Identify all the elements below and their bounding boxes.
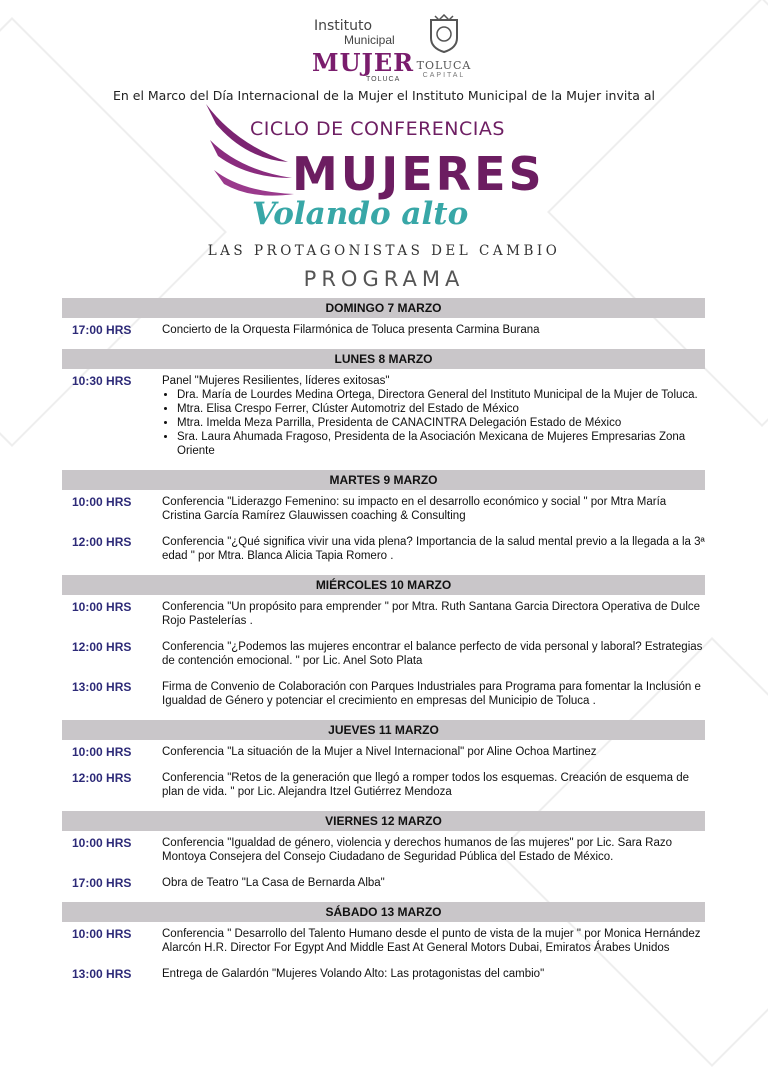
panelist-list	[162, 388, 705, 458]
capital-text: CAPITAL	[422, 72, 466, 79]
instituto-mujer-logo	[302, 18, 415, 88]
event-row	[62, 836, 705, 864]
event-description: Conferencia "¿Podemos las mujeres encontrar el balance perfecto de vida personal y laboral? Estrategias de contención emocional. " por Lic. Anel Soto Plata	[162, 641, 703, 667]
event-description: Obra de Teatro "La Casa de Bernarda Alba"	[162, 877, 385, 889]
event-description: Conferencia "Retos de la generación que llegó a romper todos los esquemas. Creación de esquema de plan de vida. " por Lic. Alejandra Itzel Gutiérrez Mendoza	[162, 772, 690, 798]
event-time: 17:00 HRS	[72, 876, 132, 890]
header-logos	[292, 12, 478, 88]
event-time: 10:00 HRS	[72, 927, 132, 941]
panelist-item: • Mtra. Elisa Crespo Ferrer, Clúster Automotriz del Estado de México	[177, 402, 705, 416]
protagonistas-subtitle: LAS PROTAGONISTAS DEL CAMBIO	[207, 243, 561, 259]
event-description: Conferencia "La situación de la Mujer a Nivel Internacional" por Aline Ochoa Martinez	[162, 746, 597, 758]
event-description: Conferencia "Igualdad de género, violencia y derechos humanos de las mujeres" por Lic. Sara Razo Montoya Consejera del Consejo Ciudadano de Seguridad Pública del Estado de México.	[162, 837, 672, 863]
event-description: Entrega de Galardón "Mujeres Volando Alto: Las protagonistas del cambio"	[162, 968, 545, 980]
event-row	[62, 535, 705, 563]
event-row	[62, 967, 705, 981]
schedule	[62, 298, 705, 993]
day-header: MIÉRCOLES 10 MARZO	[62, 575, 705, 595]
event-row	[62, 876, 705, 890]
event-time: 10:00 HRS	[72, 745, 132, 759]
volando-alto-title: Volando alto	[252, 196, 469, 232]
logo-instituto-text: Instituto	[314, 18, 373, 34]
event-row	[62, 323, 705, 337]
panelist-item: • Dra. María de Lourdes Medina Ortega, Directora General del Instituto Municipal de la Mujer de Toluca.	[177, 388, 705, 402]
event-description: Conferencia " Desarrollo del Talento Humano desde el punto de vista de la mujer " por Monica Hernández Alarcón H.R. Director For Egypt And Middle East At General Motors Dubai, Emiratos Árabes Unidos	[162, 928, 701, 954]
event-row	[62, 600, 705, 628]
day-header: VIERNES 12 MARZO	[62, 811, 705, 831]
event-row	[62, 680, 705, 708]
event-time: 12:00 HRS	[72, 640, 132, 654]
event-description: Firma de Convenio de Colaboración con Parques Industriales para Programa para fomentar la Inclusión e Igualdad de Género y potenciar el crecimiento en empresas del Municipio de Toluca .	[162, 681, 701, 707]
event-time: 10:30 HRS	[72, 374, 132, 388]
logo-toluca-text: TOLUCA	[366, 76, 401, 83]
day-header: JUEVES 11 MARZO	[62, 720, 705, 740]
event-time: 13:00 HRS	[72, 680, 132, 694]
day-header: MARTES 9 MARZO	[62, 470, 705, 490]
ciclo-title: CICLO DE CONFERENCIAS	[250, 118, 505, 140]
event-time: 13:00 HRS	[72, 967, 132, 981]
toluca-capital-logo	[412, 14, 476, 88]
event-description: Conferencia "Liderazgo Femenino: su impacto en el desarrollo económico y social " por Mtra María Cristina García Ramírez Glauwissen coaching & Consulting	[162, 496, 667, 522]
programa-heading: PROGRAMA	[303, 267, 465, 291]
logo-mujer-text: MUJER	[312, 48, 415, 77]
event-row	[62, 745, 705, 759]
panelist-item: • Mtra. Imelda Meza Parrilla, Presidenta de CANACINTRA Delegación Estado de México	[177, 416, 705, 430]
panel-title: Panel "Mujeres Resilientes, líderes exitosas"	[162, 375, 390, 387]
event-row	[62, 640, 705, 668]
day-header: SÁBADO 13 MARZO	[62, 902, 705, 922]
event-row	[62, 374, 705, 458]
event-description: Concierto de la Orquesta Filarmónica de Toluca presenta Carmina Burana	[162, 324, 540, 336]
event-time: 10:00 HRS	[72, 600, 132, 614]
panelist-item: • Sra. Laura Ahumada Fragoso, Presidenta de la Asociación Mexicana de Mujeres Empresarias Zona Oriente	[177, 430, 705, 458]
day-header: LUNES 8 MARZO	[62, 349, 705, 369]
event-row	[62, 771, 705, 799]
day-header: DOMINGO 7 MARZO	[62, 298, 705, 318]
event-row	[62, 495, 705, 523]
event-time: 12:00 HRS	[72, 771, 132, 785]
event-description: Conferencia "Un propósito para emprender " por Mtra. Ruth Santana Garcia Directora Operativa de Dulce Rojo Pastelerías .	[162, 601, 701, 627]
mujeres-title: MUJERES	[292, 147, 545, 201]
toluca-seal-icon	[427, 14, 461, 54]
toluca-text: TOLUCA	[416, 59, 472, 72]
event-time: 10:00 HRS	[72, 836, 132, 850]
event-time: 10:00 HRS	[72, 495, 132, 509]
event-description	[162, 374, 705, 458]
logo-municipal-text: Municipal	[344, 33, 395, 47]
event-time: 12:00 HRS	[72, 535, 132, 549]
intro-text: En el Marco del Día Internacional de la Mujer el Instituto Municipal de la Mujer invita al	[112, 88, 656, 103]
event-time: 17:00 HRS	[72, 323, 132, 337]
event-row	[62, 927, 705, 955]
event-description: Conferencia "¿Qué significa vivir una vida plena? Importancia de la salud mental previo a la llegada a la 3ª edad " por Mtra. Blanca Alicia Tapia Romero .	[162, 536, 705, 562]
